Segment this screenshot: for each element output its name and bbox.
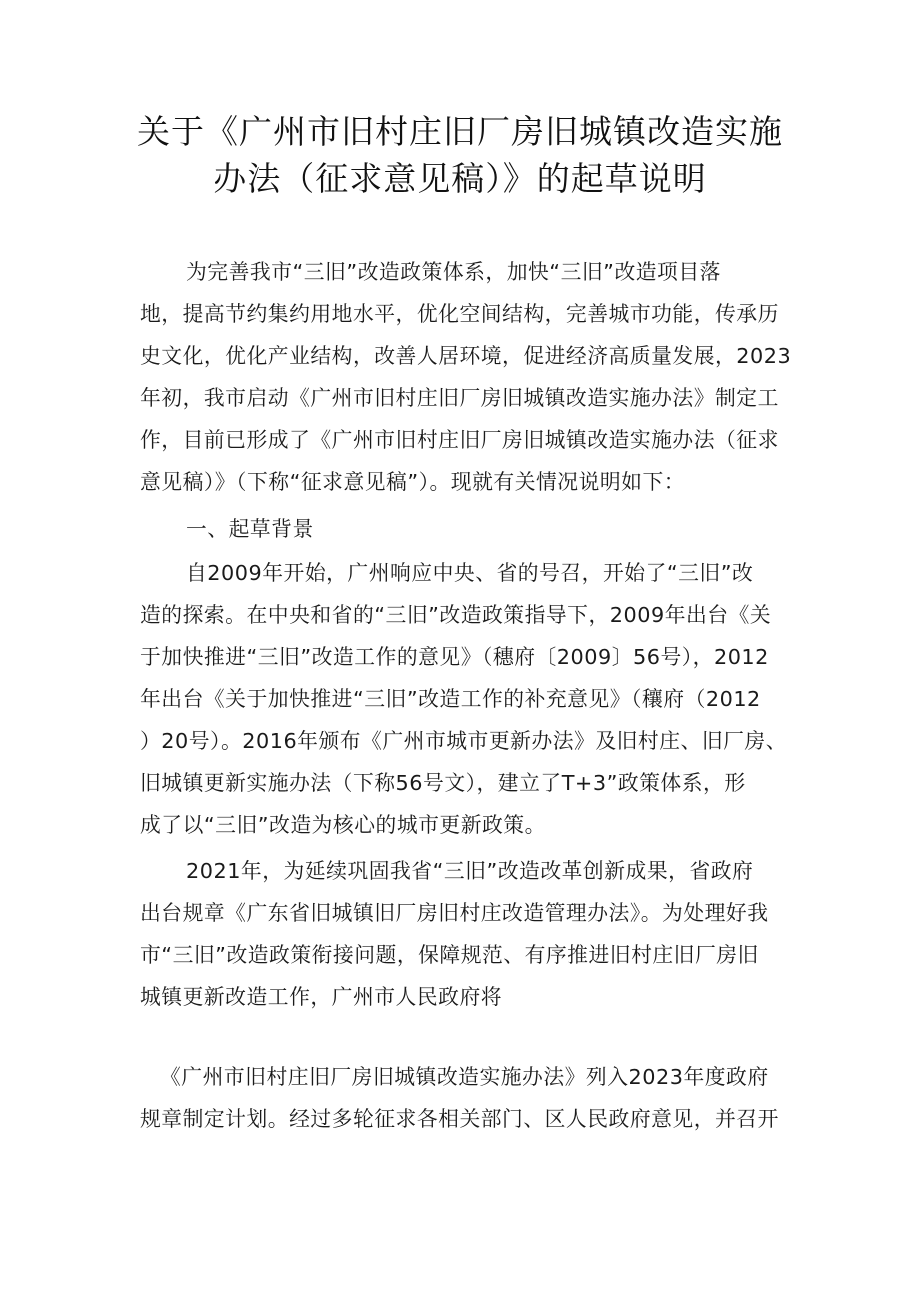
- paragraph-line: ）20号）。2016年颁布《广州市城市更新办法》及旧村庄、旧厂房、: [140, 729, 788, 753]
- paragraph-line: 成了以“三旧”改造为核心的城市更新政策。: [140, 813, 546, 837]
- paragraph-line: 《广州市旧村庄旧厂房旧城镇改造实施办法》列入2023年度政府: [160, 1065, 769, 1089]
- paragraph-line: 2021年，为延续巩固我省“三旧”改造改革创新成果，省政府: [186, 859, 754, 883]
- paragraph-line: 造的探索。在中央和省的“三旧”改造政策指导下，2009年出台《关: [140, 603, 772, 627]
- document-title-line-2: 办法（征求意见稿）》的起草说明: [213, 159, 707, 198]
- section-heading: 一、起草背景: [186, 517, 314, 541]
- paragraph-line: 地，提高节约集约用地水平，优化空间结构，完善城市功能，传承历: [140, 302, 779, 326]
- paragraph-line: 出台规章《广东省旧城镇旧厂房旧村庄改造管理办法》。为处理好我: [140, 901, 769, 925]
- paragraph-line: 年初，我市启动《广州市旧村庄旧厂房旧城镇改造实施办法》制定工: [140, 386, 779, 410]
- paragraph-line: 作，目前已形成了《广州市旧村庄旧厂房旧城镇改造实施办法（征求: [140, 428, 779, 452]
- paragraph-line: 旧城镇更新实施办法（下称56号文），建立了T+3”政策体系，形: [140, 771, 746, 795]
- paragraph-line: 于加快推进“三旧”改造工作的意见》（穗府〔2009〕56号），2012: [140, 645, 769, 669]
- paragraph-line: 自2009年开始，广州响应中央、省的号召，开始了“三旧”改: [186, 561, 754, 585]
- paragraph-line: 为完善我市“三旧”改造政策体系，加快“三旧”改造项目落: [186, 260, 721, 284]
- paragraph-line: 市“三旧”改造政策衔接问题，保障规范、有序推进旧村庄旧厂房旧: [140, 943, 759, 967]
- paragraph-line: 史文化，优化产业结构，改善人居环境，促进经济高质量发展，2023: [140, 344, 792, 368]
- paragraph-line: 规章制定计划。经过多轮征求各相关部门、区人民政府意见，并召开: [140, 1107, 779, 1131]
- document-title-line-1: 关于《广州市旧村庄旧厂房旧城镇改造实施: [137, 112, 783, 151]
- paragraph-line: 城镇更新改造工作，广州市人民政府将: [140, 985, 503, 1009]
- paragraph-line: 意见稿）》（下称“征求意见稿”）。现就有关情况说明如下：: [140, 470, 686, 494]
- paragraph-line: 年出台《关于加快推进“三旧”改造工作的补充意见》（穰府（2012: [140, 687, 761, 711]
